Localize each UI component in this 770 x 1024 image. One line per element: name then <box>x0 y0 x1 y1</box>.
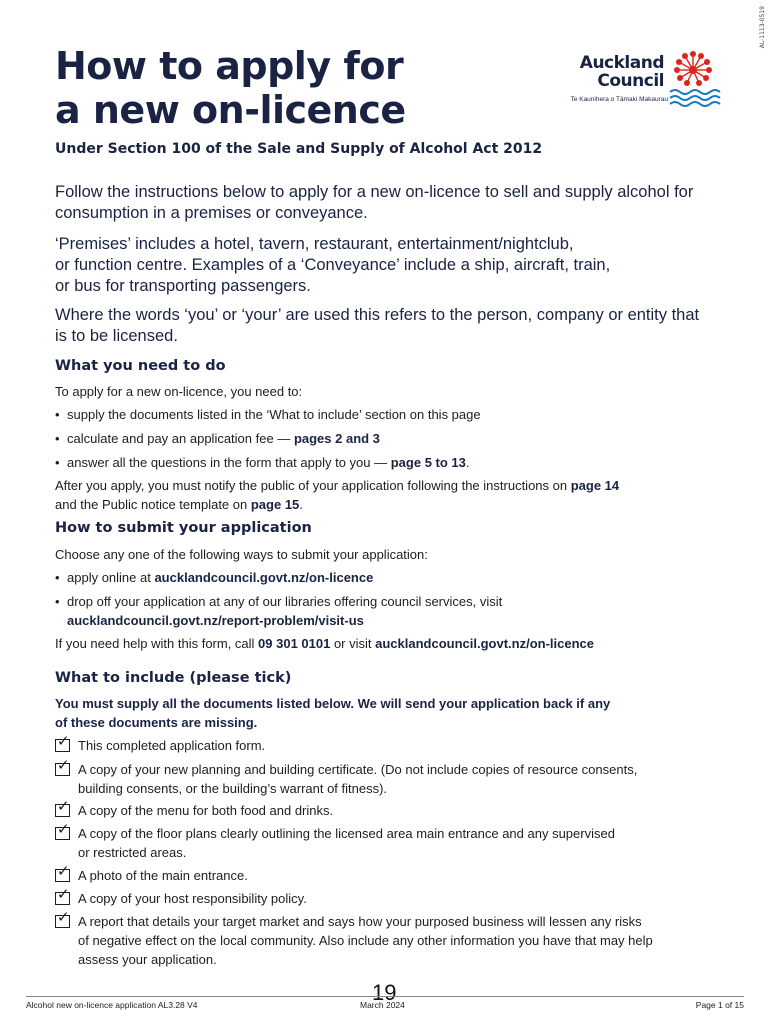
what-to-do-lead: To apply for a new on-licence, you need to: <box>55 384 303 399</box>
checklist-item: ✓ A copy of your new planning and building certificate. (Do not include copies of resource consents, building consents, or the building’s warrant of fitness). <box>57 757 638 796</box>
auckland-council-logo <box>556 48 721 110</box>
bullet-text: calculate and pay an application fee — <box>67 431 294 446</box>
checkbox[interactable] <box>55 909 70 928</box>
checkbox[interactable] <box>55 821 70 840</box>
page-reference: pages 2 and 3 <box>293 431 380 446</box>
checklist-item: ✓ A report that details your target market and says how your purposed business will lessen any risks of negative effect on the local community. Also include any other information you have that may help assess your application. <box>57 909 653 967</box>
logo-tagline: Te Kaunihera o Tāmaki Makaurau <box>570 96 668 103</box>
what-to-do-bullet-3 <box>55 453 715 472</box>
page-subtitle: Under Section 100 of the Sale and Supply of Alcohol Act 2012 <box>55 141 543 157</box>
checkbox[interactable] <box>55 798 70 817</box>
checkbox[interactable] <box>55 886 70 905</box>
page-reference: page 5 to 13 <box>390 455 466 470</box>
online-link[interactable]: aucklandcouncil.govt.nz/on-licence <box>154 570 374 585</box>
intro-paragraph-3: Where the words ‘you’ or ‘your’ are used this refers to the person, company or entity that is to be licensed. <box>55 306 700 345</box>
check-icon: ✓ <box>57 863 70 880</box>
footer-page-number: Page 1 of 15 <box>695 1000 744 1010</box>
checkbox[interactable] <box>55 757 70 776</box>
submit-bullet-2 <box>55 592 715 630</box>
checklist-item: ✓ A copy of the floor plans clearly outlining the licensed area main entrance and any supervised or restricted areas. <box>57 821 615 860</box>
check-icon: ✓ <box>57 821 70 838</box>
logo-name-line-1: Auckland <box>579 53 664 73</box>
pohutukawa-flower-icon <box>666 48 721 108</box>
what-to-do-bullet-1 <box>55 405 715 424</box>
help-link[interactable]: aucklandcouncil.govt.nz/on-licence <box>375 636 595 651</box>
intro-paragraph-2-line-2: or function centre. Examples of a ‘Conveyance’ include a ship, aircraft, train, <box>55 256 611 274</box>
page-stamp-number: 19 <box>372 980 397 1005</box>
title-line-2: a new on-licence <box>55 88 406 132</box>
page-reference: page 15 <box>250 497 300 512</box>
checklist-item: ✓ This completed application form. <box>57 733 266 753</box>
intro-paragraph-1: Follow the instructions below to apply for a new on-licence to sell and supply alcohol for consumption in a premises or conveyance. <box>55 183 694 222</box>
checklist-item: ✓ A copy of the menu for both food and drinks. <box>57 798 334 818</box>
submit-bullet-1 <box>55 568 715 587</box>
checklist-item: ✓ A photo of the main entrance. <box>57 863 248 883</box>
bullet-dot: • <box>55 407 60 422</box>
after-apply-line-1: After you apply, you must notify the public of your application following the instructions on page 14 <box>55 478 620 493</box>
include-note-line-2: of these documents are missing. <box>55 715 258 730</box>
what-to-do-bullet-2 <box>55 429 715 448</box>
bullet-text: answer all the questions in the form that apply to you — <box>67 455 391 470</box>
bullet-text: supply the documents listed in the ‘What to include’ section on this page <box>67 407 481 422</box>
check-icon: ✓ <box>57 798 70 815</box>
title-line-1: How to apply for <box>55 44 404 88</box>
bullet-dot: • <box>55 455 60 470</box>
footer-date: March 2024 <box>360 1000 405 1010</box>
page-title <box>55 44 406 132</box>
check-icon: ✓ <box>57 909 70 926</box>
bullet-dot: • <box>55 431 60 446</box>
what-to-do-heading: What you need to do <box>55 358 226 374</box>
check-icon: ✓ <box>57 733 70 750</box>
bullet-text: drop off your application at any of our libraries offering council services, visit <box>67 594 503 609</box>
bullet-text: apply online at <box>67 570 155 585</box>
after-apply-note <box>55 476 715 514</box>
help-phone-number[interactable]: 09 301 0101 <box>258 636 331 651</box>
checklist-item: ✓ A copy of your host responsibility policy. <box>57 886 307 906</box>
checkbox[interactable] <box>55 863 70 882</box>
help-line: If you need help with this form, call 09 301 0101 or visit aucklandcouncil.govt.nz/on-licence <box>55 636 595 651</box>
bullet-end: . <box>465 455 470 470</box>
logo-name-line-2: Council <box>597 71 664 91</box>
intro-paragraph-2 <box>55 234 715 297</box>
after-apply-line-2: and the Public notice template on page 15. <box>55 497 303 512</box>
include-note <box>55 694 715 732</box>
include-heading: What to include (please tick) <box>55 670 292 686</box>
check-icon: ✓ <box>57 757 70 774</box>
check-icon: ✓ <box>57 886 70 903</box>
document-code: AL-1113-0519 <box>759 6 766 49</box>
visit-us-link[interactable]: aucklandcouncil.govt.nz/report-problem/visit-us <box>67 613 364 628</box>
intro-paragraph-2-line-1: ‘Premises’ includes a hotel, tavern, restaurant, entertainment/nightclub, <box>55 235 574 253</box>
page-reference: page 14 <box>570 478 620 493</box>
checkbox[interactable] <box>55 733 70 752</box>
footer-divider <box>26 996 744 997</box>
intro-paragraph-2-line-3: or bus for transporting passengers. <box>55 277 311 295</box>
bullet-dot: • <box>55 570 60 585</box>
submit-heading: How to submit your application <box>55 520 312 536</box>
bullet-dot: • <box>55 594 60 609</box>
include-note-line-1: You must supply all the documents listed below. We will send your application back if any <box>55 696 611 711</box>
submit-lead: Choose any one of the following ways to submit your application: <box>55 547 428 562</box>
footer-document-name: Alcohol new on-licence application AL3.28 V4 <box>26 1000 198 1010</box>
